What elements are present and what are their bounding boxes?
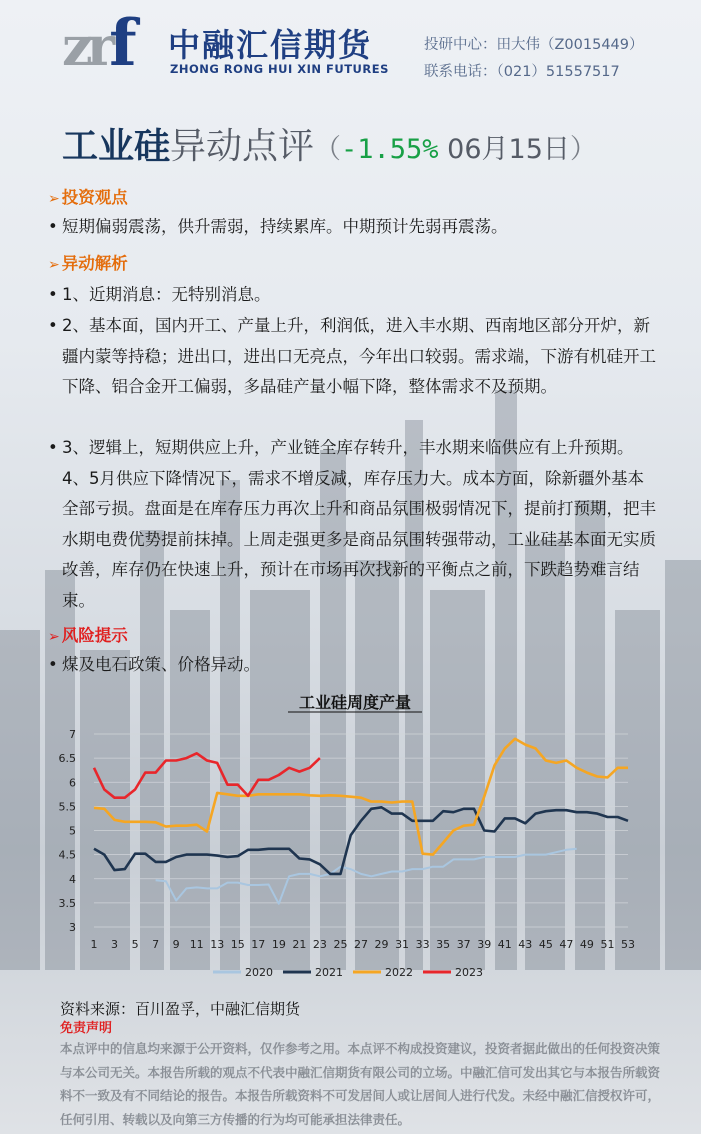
- list-item: [48, 212, 660, 243]
- series-line-2023: [94, 753, 320, 797]
- title-date: 06月15日: [438, 134, 570, 165]
- x-tick-label: 39: [477, 938, 492, 951]
- x-tick-label: 47: [559, 938, 574, 951]
- title-kind: 异动点评: [170, 126, 315, 167]
- arrow-icon: ➢: [48, 191, 60, 207]
- x-tick-label: 3: [111, 938, 119, 951]
- chart-title: 工业硅周度产量: [298, 693, 412, 712]
- list-item: [48, 280, 660, 311]
- x-tick-label: 43: [518, 938, 533, 951]
- x-tick-label: 35: [436, 938, 451, 951]
- y-tick-label: 4.5: [58, 848, 76, 862]
- series-line-2022: [94, 739, 628, 855]
- list-item: [48, 433, 660, 616]
- item-text: 1、近期消息：无特别消息。: [62, 285, 271, 304]
- header: [0, 0, 701, 98]
- y-tick-label: 4: [69, 872, 76, 886]
- item-text: 3、逻辑上，短期供应上升，产业链全库存转升，丰水期来临供应有上升预期。4、5月供应下降情况下，需求不增反减，库存压力大。成本方面，除新疆外基本全部亏损。盘面是在库存压力再次上升和商品氛围极弱情况下，提前打预期，把丰水期电费优势提前抹掉。上周走强更多是商品氛围转强带动，工业硅基本面无实质改善，库存仍在快速上升，预计在市场再次找新的平衡点之前，下跌趋势难言结束。: [62, 438, 656, 610]
- list-item: [48, 650, 660, 681]
- x-tick-label: 5: [131, 938, 139, 951]
- title-product: 工业硅: [62, 126, 171, 167]
- item-text: 煤及电石政策、价格异动。: [62, 655, 260, 674]
- data-source: 资料来源：百川盈孚，中融汇信期货: [60, 1000, 301, 1018]
- y-tick-label: 3.5: [58, 896, 76, 910]
- x-tick-label: 21: [292, 938, 307, 951]
- section-investment-view: [48, 184, 128, 208]
- legend-label-2022: 2022: [385, 966, 413, 979]
- x-tick-label: 29: [374, 938, 389, 951]
- series-line-2021: [94, 807, 628, 874]
- x-tick-label: 27: [354, 938, 368, 951]
- research-contact: 投研中心：田大伟（Z0015449）: [424, 37, 644, 53]
- bullet-icon: •: [48, 217, 58, 236]
- x-tick-label: 41: [497, 938, 512, 951]
- list-item: [48, 311, 660, 403]
- x-tick-label: 9: [172, 938, 180, 951]
- legend-label-2020: 2020: [245, 966, 273, 979]
- x-tick-label: 15: [230, 938, 245, 951]
- arrow-icon: ➢: [48, 257, 60, 273]
- x-tick-label: 51: [600, 938, 615, 951]
- company-name-cn: 中融汇信期货: [168, 26, 373, 64]
- x-tick-label: 11: [189, 938, 204, 951]
- section-title: 异动解析: [61, 254, 128, 273]
- company-name-en: ZHONG RONG HUI XIN FUTURES: [170, 62, 389, 76]
- legend-label-2021: 2021: [315, 966, 343, 979]
- phone-contact: 联系电话：（021）51557517: [424, 64, 620, 80]
- company-logo: zrf: [62, 6, 131, 81]
- y-tick-label: 7: [69, 728, 76, 741]
- y-tick-label: 3: [69, 921, 76, 934]
- x-tick-label: 1: [90, 938, 98, 951]
- x-tick-label: 7: [152, 938, 160, 951]
- y-tick-label: 5: [69, 824, 76, 838]
- item-text: 2、基本面，国内开工、产量上升，利润低，进入丰水期、西南地区部分开炉，新疆内蒙等持稳；进出口，进出口无亮点，今年出口较弱。需求端，下游有机硅开工下降、铝合金开工偏弱，多晶硅产量小幅下降，整体需求不及预期。: [62, 316, 656, 396]
- report-title: [62, 118, 597, 169]
- arrow-icon: ➢: [48, 629, 60, 645]
- section-analysis: [48, 250, 128, 274]
- x-tick-label: 37: [456, 938, 471, 951]
- x-tick-label: 31: [395, 938, 410, 951]
- title-close-paren: ）: [569, 134, 597, 165]
- title-change-pct: -1.55%: [341, 134, 439, 165]
- x-tick-label: 17: [251, 938, 266, 951]
- x-tick-label: 23: [312, 938, 327, 951]
- bullet-icon: •: [48, 655, 58, 674]
- section-title: 风险提示: [61, 626, 128, 645]
- bullet-icon: •: [48, 438, 58, 457]
- legend-label-2023: 2023: [455, 966, 483, 979]
- y-tick-label: 5.5: [58, 800, 76, 814]
- x-tick-label: 33: [415, 938, 430, 951]
- x-tick-label: 13: [210, 938, 225, 951]
- x-tick-label: 45: [538, 938, 553, 951]
- disclaimer-title: 免责声明: [60, 1021, 113, 1036]
- x-tick-label: 25: [333, 938, 348, 951]
- disclaimer-text: 本点评中的信息均来源于公开资料，仅作参考之用。本点评不构成投资建议，投资者据此做出的任何投资决策与本公司无关。本报告所载的观点不代表中融汇信期货有限公司的立场。中融汇信可发出其它与本报告所载资料不一致及有不同结论的报告。本报告所载资料不可发居间人或让居间人进行代发。未经中融汇信授权许可，任何引用、转载以及向第三方传播的行为均可能承担法律责任。: [60, 1041, 661, 1127]
- bullet-icon: •: [48, 316, 58, 335]
- x-tick-label: 53: [621, 938, 635, 951]
- y-tick-label: 6: [69, 776, 76, 790]
- section-title: 投资观点: [61, 188, 128, 207]
- item-text: 短期偏弱震荡，供升需弱，持续累库。中期预计先弱再震荡。: [62, 217, 508, 236]
- weekly-output-line-chart: [40, 680, 670, 980]
- x-tick-label: 49: [579, 938, 594, 951]
- x-tick-label: 19: [271, 938, 286, 951]
- title-open-paren: （: [314, 134, 342, 165]
- section-risk: [48, 622, 128, 646]
- bullet-icon: •: [48, 285, 58, 304]
- y-tick-label: 6.5: [58, 752, 76, 766]
